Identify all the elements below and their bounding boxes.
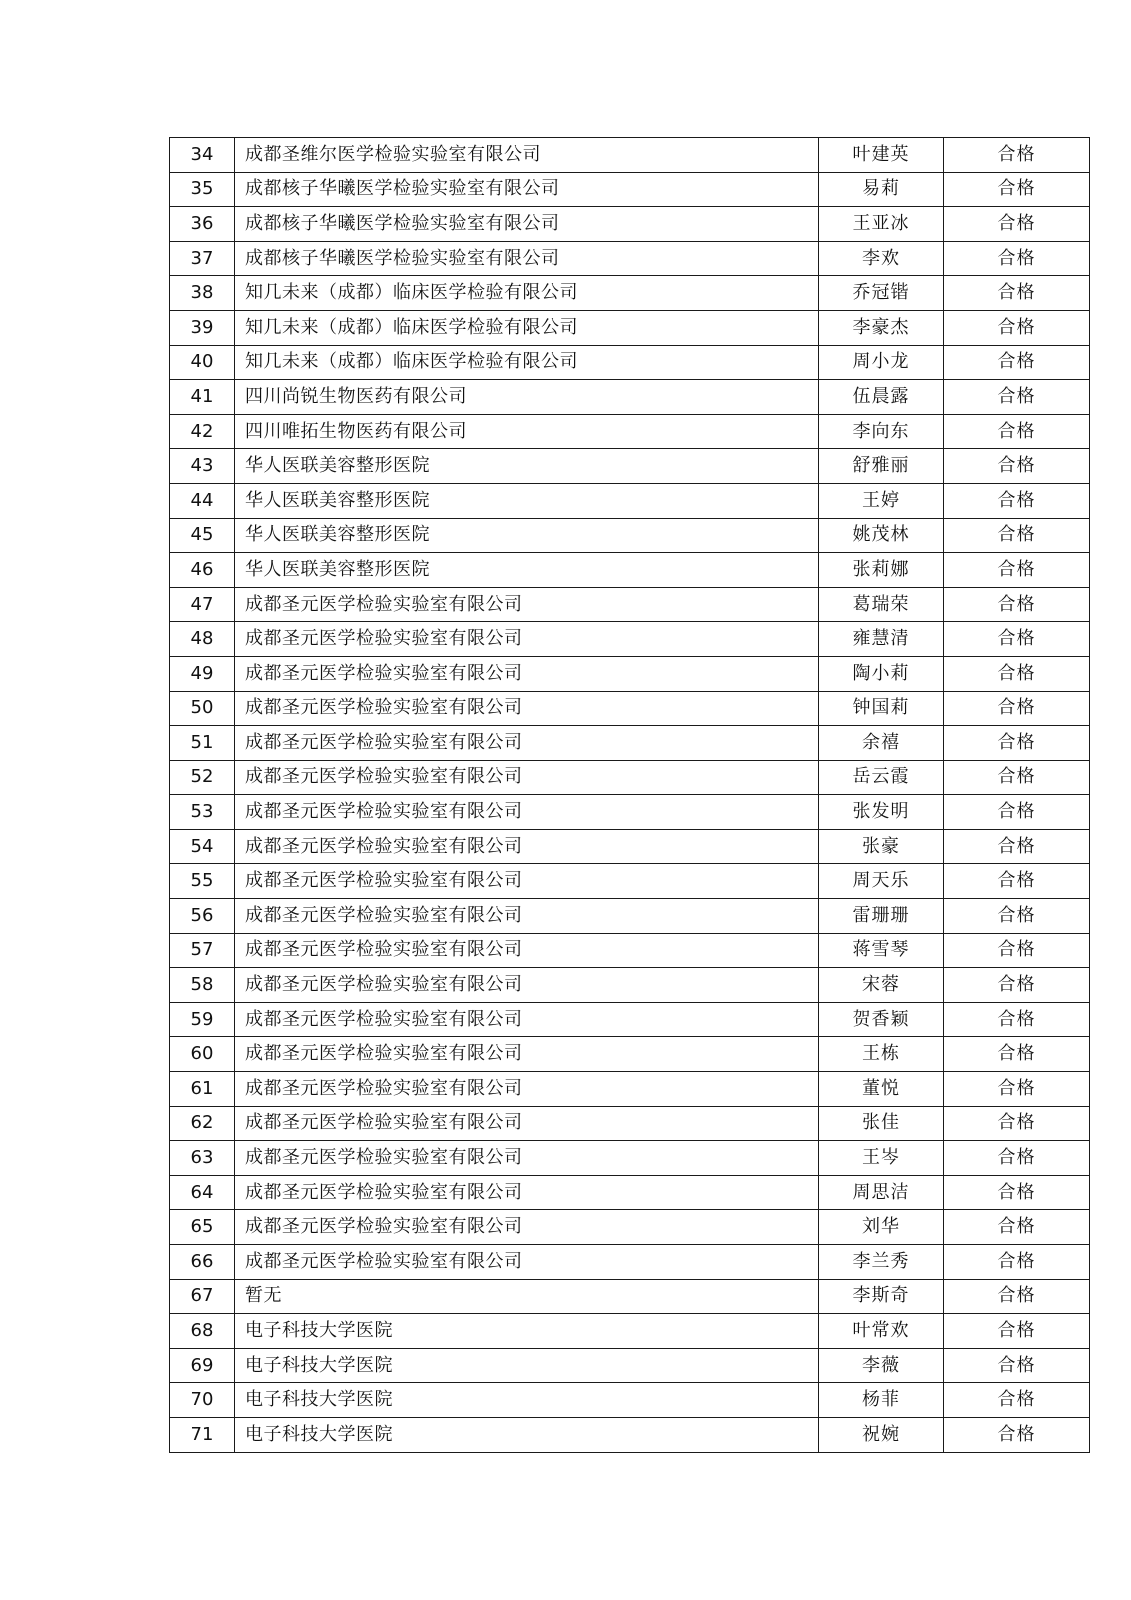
result-status: 合格 xyxy=(944,1245,1090,1280)
result-status: 合格 xyxy=(944,1210,1090,1245)
unit-name: 成都圣元医学检验实验室有限公司 xyxy=(235,1072,819,1107)
row-number: 43 xyxy=(170,449,235,484)
result-status: 合格 xyxy=(944,656,1090,691)
result-status: 合格 xyxy=(944,1002,1090,1037)
person-name: 周思洁 xyxy=(819,1175,944,1210)
row-number: 39 xyxy=(170,310,235,345)
person-name: 蒋雪琴 xyxy=(819,933,944,968)
result-status: 合格 xyxy=(944,1348,1090,1383)
person-name: 李兰秀 xyxy=(819,1245,944,1280)
unit-name: 成都圣元医学检验实验室有限公司 xyxy=(235,691,819,726)
person-name: 舒雅丽 xyxy=(819,449,944,484)
results-table xyxy=(169,137,1090,1453)
result-status: 合格 xyxy=(944,864,1090,899)
result-status: 合格 xyxy=(944,138,1090,173)
table-row xyxy=(170,1279,1090,1314)
table-row xyxy=(170,968,1090,1003)
row-number: 64 xyxy=(170,1175,235,1210)
table-row xyxy=(170,587,1090,622)
unit-name: 成都圣元医学检验实验室有限公司 xyxy=(235,933,819,968)
unit-name: 成都圣元医学检验实验室有限公司 xyxy=(235,795,819,830)
unit-name: 四川尚锐生物医药有限公司 xyxy=(235,380,819,415)
table-row xyxy=(170,241,1090,276)
person-name: 王栋 xyxy=(819,1037,944,1072)
table-row xyxy=(170,933,1090,968)
table-row xyxy=(170,864,1090,899)
unit-name: 成都圣元医学检验实验室有限公司 xyxy=(235,1210,819,1245)
table-row xyxy=(170,1037,1090,1072)
row-number: 61 xyxy=(170,1072,235,1107)
table-row xyxy=(170,1141,1090,1176)
table-row xyxy=(170,345,1090,380)
result-status: 合格 xyxy=(944,553,1090,588)
unit-name: 成都圣元医学检验实验室有限公司 xyxy=(235,1175,819,1210)
person-name: 刘华 xyxy=(819,1210,944,1245)
unit-name: 成都圣元医学检验实验室有限公司 xyxy=(235,1141,819,1176)
result-status: 合格 xyxy=(944,1037,1090,1072)
table-row xyxy=(170,1417,1090,1452)
row-number: 47 xyxy=(170,587,235,622)
result-status: 合格 xyxy=(944,172,1090,207)
table-row xyxy=(170,1314,1090,1349)
person-name: 王岑 xyxy=(819,1141,944,1176)
table-row xyxy=(170,829,1090,864)
unit-name: 成都圣元医学检验实验室有限公司 xyxy=(235,656,819,691)
results-table-body xyxy=(170,138,1090,1453)
result-status: 合格 xyxy=(944,276,1090,311)
table-row xyxy=(170,1002,1090,1037)
person-name: 雍慧清 xyxy=(819,622,944,657)
person-name: 张发明 xyxy=(819,795,944,830)
row-number: 34 xyxy=(170,138,235,173)
table-row xyxy=(170,380,1090,415)
person-name: 张豪 xyxy=(819,829,944,864)
row-number: 62 xyxy=(170,1106,235,1141)
table-row xyxy=(170,414,1090,449)
result-status: 合格 xyxy=(944,622,1090,657)
person-name: 乔冠锴 xyxy=(819,276,944,311)
person-name: 李斯奇 xyxy=(819,1279,944,1314)
unit-name: 知几未来（成都）临床医学检验有限公司 xyxy=(235,310,819,345)
result-status: 合格 xyxy=(944,414,1090,449)
table-row xyxy=(170,1106,1090,1141)
person-name: 钟国莉 xyxy=(819,691,944,726)
table-row xyxy=(170,622,1090,657)
row-number: 41 xyxy=(170,380,235,415)
row-number: 51 xyxy=(170,726,235,761)
row-number: 45 xyxy=(170,518,235,553)
unit-name: 成都圣元医学检验实验室有限公司 xyxy=(235,1037,819,1072)
unit-name: 暂无 xyxy=(235,1279,819,1314)
result-status: 合格 xyxy=(944,1279,1090,1314)
person-name: 周小龙 xyxy=(819,345,944,380)
result-status: 合格 xyxy=(944,726,1090,761)
person-name: 易莉 xyxy=(819,172,944,207)
row-number: 66 xyxy=(170,1245,235,1280)
person-name: 岳云霞 xyxy=(819,760,944,795)
person-name: 王婷 xyxy=(819,483,944,518)
row-number: 44 xyxy=(170,483,235,518)
unit-name: 成都圣元医学检验实验室有限公司 xyxy=(235,622,819,657)
person-name: 贺香颖 xyxy=(819,1002,944,1037)
result-status: 合格 xyxy=(944,587,1090,622)
person-name: 余禧 xyxy=(819,726,944,761)
unit-name: 成都圣元医学检验实验室有限公司 xyxy=(235,1245,819,1280)
table-row xyxy=(170,1175,1090,1210)
unit-name: 知几未来（成都）临床医学检验有限公司 xyxy=(235,276,819,311)
row-number: 65 xyxy=(170,1210,235,1245)
person-name: 李欢 xyxy=(819,241,944,276)
result-status: 合格 xyxy=(944,345,1090,380)
table-row xyxy=(170,795,1090,830)
result-status: 合格 xyxy=(944,691,1090,726)
person-name: 伍晨露 xyxy=(819,380,944,415)
row-number: 55 xyxy=(170,864,235,899)
unit-name: 电子科技大学医院 xyxy=(235,1417,819,1452)
row-number: 40 xyxy=(170,345,235,380)
table-row xyxy=(170,553,1090,588)
table-row xyxy=(170,726,1090,761)
row-number: 56 xyxy=(170,899,235,934)
row-number: 63 xyxy=(170,1141,235,1176)
result-status: 合格 xyxy=(944,829,1090,864)
row-number: 38 xyxy=(170,276,235,311)
row-number: 48 xyxy=(170,622,235,657)
unit-name: 成都核子华曦医学检验实验室有限公司 xyxy=(235,172,819,207)
row-number: 67 xyxy=(170,1279,235,1314)
row-number: 42 xyxy=(170,414,235,449)
unit-name: 成都圣元医学检验实验室有限公司 xyxy=(235,587,819,622)
result-status: 合格 xyxy=(944,795,1090,830)
person-name: 祝婉 xyxy=(819,1417,944,1452)
result-status: 合格 xyxy=(944,1383,1090,1418)
result-status: 合格 xyxy=(944,1106,1090,1141)
row-number: 53 xyxy=(170,795,235,830)
row-number: 70 xyxy=(170,1383,235,1418)
person-name: 张莉娜 xyxy=(819,553,944,588)
row-number: 59 xyxy=(170,1002,235,1037)
unit-name: 成都圣元医学检验实验室有限公司 xyxy=(235,760,819,795)
unit-name: 成都圣元医学检验实验室有限公司 xyxy=(235,968,819,1003)
result-status: 合格 xyxy=(944,1417,1090,1452)
result-status: 合格 xyxy=(944,933,1090,968)
row-number: 60 xyxy=(170,1037,235,1072)
result-status: 合格 xyxy=(944,207,1090,242)
result-status: 合格 xyxy=(944,1141,1090,1176)
result-status: 合格 xyxy=(944,241,1090,276)
table-row xyxy=(170,483,1090,518)
table-row xyxy=(170,518,1090,553)
person-name: 宋蓉 xyxy=(819,968,944,1003)
person-name: 李向东 xyxy=(819,414,944,449)
person-name: 张佳 xyxy=(819,1106,944,1141)
row-number: 71 xyxy=(170,1417,235,1452)
unit-name: 电子科技大学医院 xyxy=(235,1383,819,1418)
result-status: 合格 xyxy=(944,380,1090,415)
result-status: 合格 xyxy=(944,968,1090,1003)
table-row xyxy=(170,760,1090,795)
person-name: 董悦 xyxy=(819,1072,944,1107)
unit-name: 成都圣元医学检验实验室有限公司 xyxy=(235,864,819,899)
row-number: 52 xyxy=(170,760,235,795)
row-number: 68 xyxy=(170,1314,235,1349)
table-row xyxy=(170,207,1090,242)
result-status: 合格 xyxy=(944,518,1090,553)
person-name: 叶建英 xyxy=(819,138,944,173)
person-name: 李豪杰 xyxy=(819,310,944,345)
table-row xyxy=(170,656,1090,691)
unit-name: 电子科技大学医院 xyxy=(235,1314,819,1349)
unit-name: 成都圣维尔医学检验实验室有限公司 xyxy=(235,138,819,173)
table-row xyxy=(170,1245,1090,1280)
row-number: 37 xyxy=(170,241,235,276)
person-name: 雷珊珊 xyxy=(819,899,944,934)
table-row xyxy=(170,691,1090,726)
person-name: 葛瑞荣 xyxy=(819,587,944,622)
table-row xyxy=(170,1348,1090,1383)
row-number: 46 xyxy=(170,553,235,588)
person-name: 杨菲 xyxy=(819,1383,944,1418)
row-number: 58 xyxy=(170,968,235,1003)
result-status: 合格 xyxy=(944,1314,1090,1349)
row-number: 36 xyxy=(170,207,235,242)
row-number: 35 xyxy=(170,172,235,207)
result-status: 合格 xyxy=(944,899,1090,934)
table-row xyxy=(170,276,1090,311)
row-number: 54 xyxy=(170,829,235,864)
person-name: 姚茂林 xyxy=(819,518,944,553)
result-status: 合格 xyxy=(944,310,1090,345)
row-number: 57 xyxy=(170,933,235,968)
person-name: 陶小莉 xyxy=(819,656,944,691)
result-status: 合格 xyxy=(944,449,1090,484)
person-name: 王亚冰 xyxy=(819,207,944,242)
row-number: 50 xyxy=(170,691,235,726)
unit-name: 成都圣元医学检验实验室有限公司 xyxy=(235,1106,819,1141)
unit-name: 成都核子华曦医学检验实验室有限公司 xyxy=(235,241,819,276)
table-row xyxy=(170,172,1090,207)
unit-name: 四川唯拓生物医药有限公司 xyxy=(235,414,819,449)
table-row xyxy=(170,899,1090,934)
unit-name: 成都圣元医学检验实验室有限公司 xyxy=(235,899,819,934)
table-row xyxy=(170,1072,1090,1107)
unit-name: 华人医联美容整形医院 xyxy=(235,449,819,484)
result-status: 合格 xyxy=(944,1175,1090,1210)
row-number: 69 xyxy=(170,1348,235,1383)
table-row xyxy=(170,1383,1090,1418)
table-row xyxy=(170,138,1090,173)
unit-name: 成都核子华曦医学检验实验室有限公司 xyxy=(235,207,819,242)
result-status: 合格 xyxy=(944,1072,1090,1107)
unit-name: 成都圣元医学检验实验室有限公司 xyxy=(235,829,819,864)
person-name: 周天乐 xyxy=(819,864,944,899)
unit-name: 成都圣元医学检验实验室有限公司 xyxy=(235,726,819,761)
person-name: 叶常欢 xyxy=(819,1314,944,1349)
table-row xyxy=(170,310,1090,345)
unit-name: 华人医联美容整形医院 xyxy=(235,553,819,588)
table-row xyxy=(170,449,1090,484)
unit-name: 知几未来（成都）临床医学检验有限公司 xyxy=(235,345,819,380)
unit-name: 电子科技大学医院 xyxy=(235,1348,819,1383)
table-row xyxy=(170,1210,1090,1245)
unit-name: 华人医联美容整形医院 xyxy=(235,518,819,553)
unit-name: 华人医联美容整形医院 xyxy=(235,483,819,518)
row-number: 49 xyxy=(170,656,235,691)
person-name: 李薇 xyxy=(819,1348,944,1383)
unit-name: 成都圣元医学检验实验室有限公司 xyxy=(235,1002,819,1037)
result-status: 合格 xyxy=(944,760,1090,795)
result-status: 合格 xyxy=(944,483,1090,518)
